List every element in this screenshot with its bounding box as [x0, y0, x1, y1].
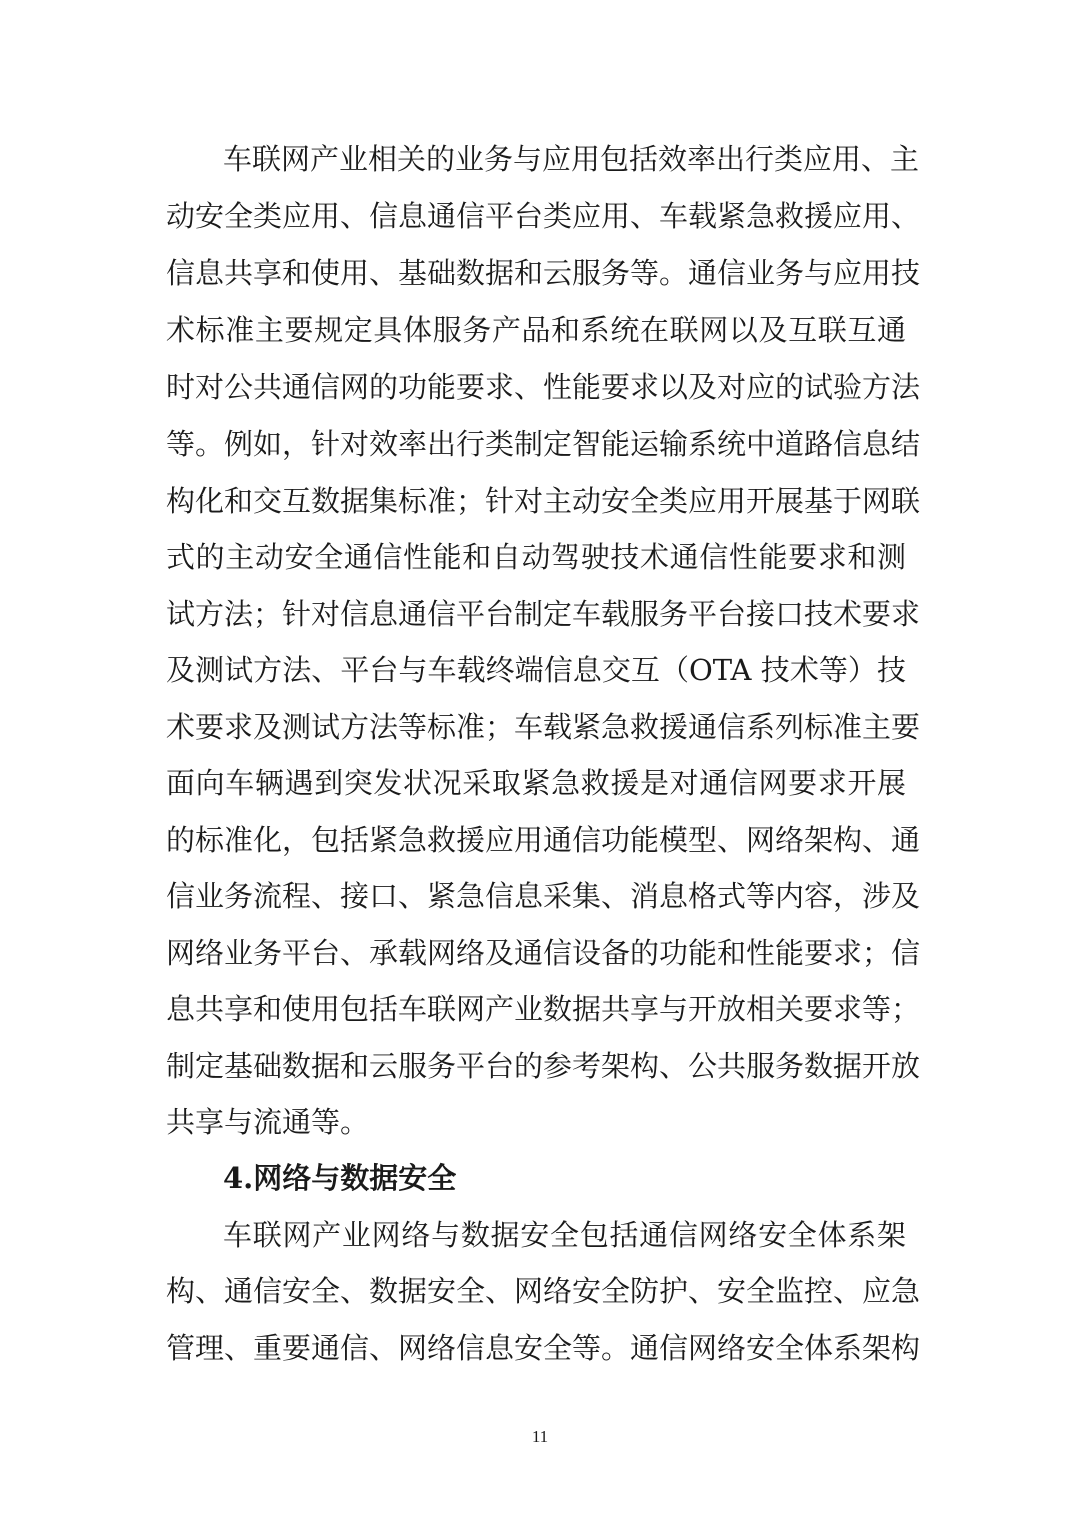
paragraph-line: 的标准化，包括紧急救援应用通信功能模型、网络架构、通 [166, 823, 921, 857]
paragraph-line: 车联网产业网络与数据安全包括通信网络安全体系架 [223, 1218, 906, 1252]
page-number: 11 [531, 1427, 549, 1446]
paragraph-line: 共享与流通等。 [166, 1105, 370, 1139]
paragraph-line: 信业务流程、接口、紧急信息采集、消息格式等内容，涉及 [166, 879, 921, 913]
paragraph-line: 车联网产业相关的业务与应用包括效率出行类应用、主 [223, 142, 920, 176]
paragraph-line: 管理、重要通信、网络信息安全等。通信网络安全体系架构 [166, 1331, 921, 1365]
paragraph-line: 面向车辆遇到突发状况采取紧急救援是对通信网要求开展 [166, 766, 906, 800]
paragraph-line: 术标准主要规定具体服务产品和系统在联网以及互联互通 [166, 313, 906, 347]
paragraph-line: 等。例如，针对效率出行类制定智能运输系统中道路信息结 [166, 427, 921, 461]
paragraph-line: 网络业务平台、承载网络及通信设备的功能和性能要求；信 [166, 936, 921, 970]
paragraph-line: 信息共享和使用、基础数据和云服务等。通信业务与应用技 [166, 256, 921, 290]
paragraph-line: 构、通信安全、数据安全、网络安全防护、安全监控、应急 [166, 1274, 921, 1308]
paragraph-line: 式的主动安全通信性能和自动驾驶技术通信性能要求和测 [166, 540, 906, 574]
paragraph-line: 时对公共通信网的功能要求、性能要求以及对应的试验方法 [166, 370, 921, 404]
paragraph-line: 息共享和使用包括车联网产业数据共享与开放相关要求等； [166, 992, 921, 1026]
paragraph-line: 构化和交互数据集标准；针对主动安全类应用开展基于网联 [166, 484, 921, 518]
paragraph-line: 试方法；针对信息通信平台制定车载服务平台接口技术要求 [166, 597, 921, 631]
paragraph-line: 术要求及测试方法等标准；车载紧急救援通信系列标准主要 [166, 710, 921, 744]
paragraph-line: 及测试方法、平台与车载终端信息交互（OTA 技术等）技 [166, 653, 906, 687]
paragraph-line: 动安全类应用、信息通信平台类应用、车载紧急救援应用、 [166, 199, 921, 233]
section-heading: 4.网络与数据安全 [223, 1161, 457, 1195]
paragraph-line: 制定基础数据和云服务平台的参考架构、公共服务数据开放 [166, 1049, 921, 1083]
